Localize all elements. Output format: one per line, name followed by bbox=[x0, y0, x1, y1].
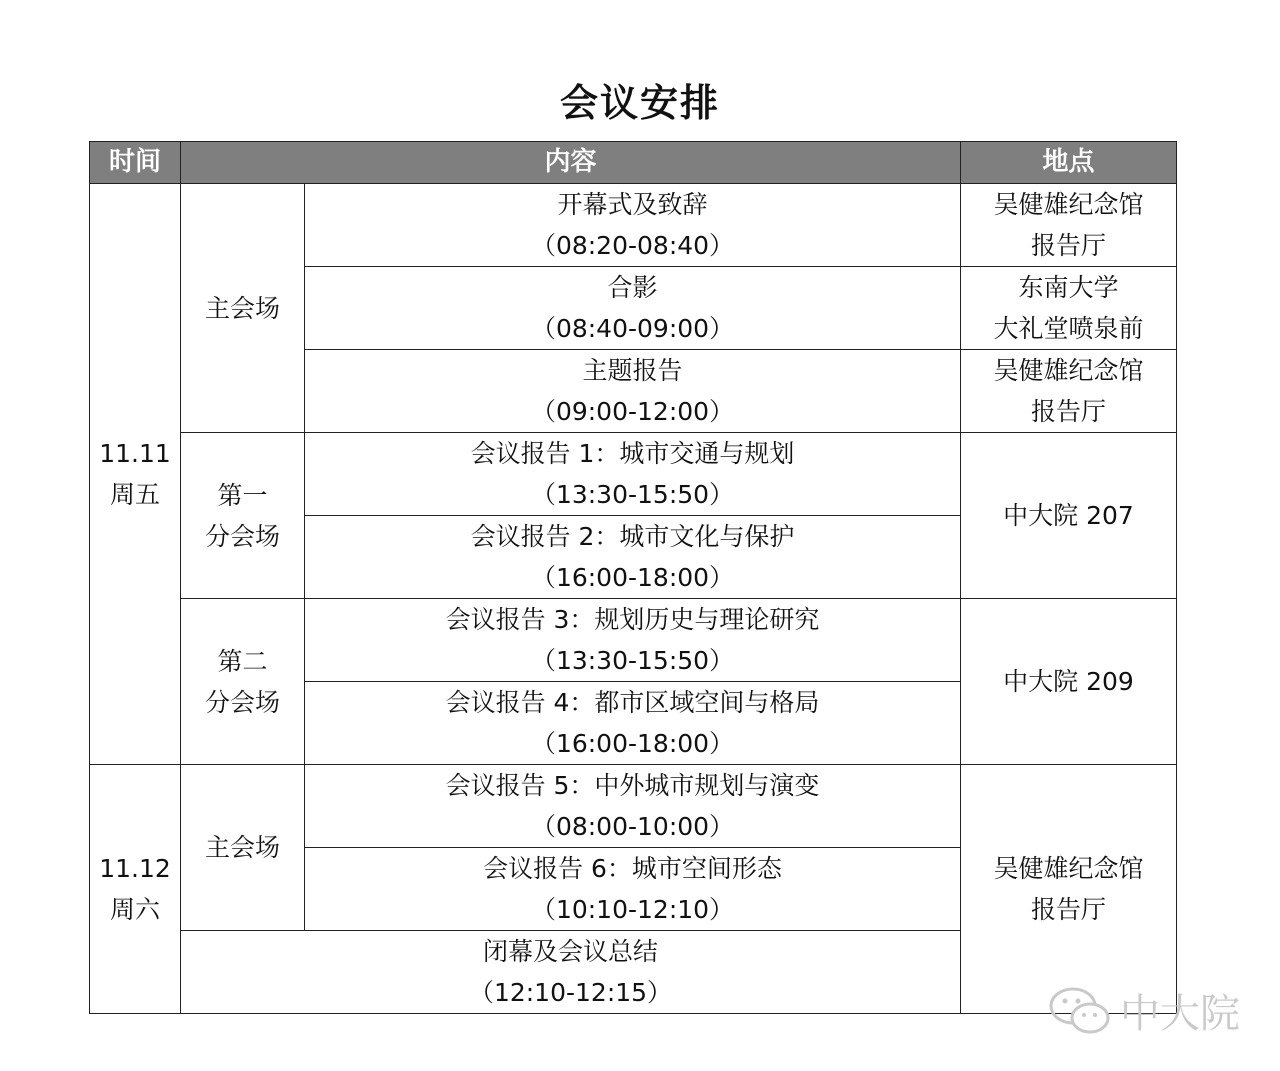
place-cell bbox=[961, 765, 1177, 1014]
table-row bbox=[90, 184, 1177, 267]
session-cell bbox=[305, 848, 961, 931]
place-text: 报告厅 bbox=[1031, 895, 1107, 924]
date-text: 11.11 bbox=[99, 439, 171, 468]
session-cell bbox=[305, 765, 961, 848]
venue-cell bbox=[181, 433, 305, 599]
place-text: 吴健雄纪念馆 bbox=[993, 190, 1144, 219]
session-title: 开幕式及致辞 bbox=[557, 190, 708, 219]
session-time: （08:40-09:00） bbox=[530, 314, 735, 343]
session-cell bbox=[305, 516, 961, 599]
date-cell bbox=[90, 184, 181, 765]
session-title: 合影 bbox=[607, 273, 658, 302]
session-cell bbox=[305, 433, 961, 516]
watermark bbox=[1048, 982, 1240, 1039]
table-row bbox=[90, 599, 1177, 682]
place-cell bbox=[961, 433, 1177, 599]
schedule-table bbox=[89, 141, 1177, 1014]
session-title: 会议报告 2：城市文化与保护 bbox=[470, 522, 795, 551]
header-time: 时间 bbox=[90, 142, 181, 184]
session-time: （12:10-12:15） bbox=[468, 978, 673, 1007]
place-text: 报告厅 bbox=[1031, 397, 1107, 426]
session-title: 会议报告 5：中外城市规划与演变 bbox=[445, 771, 820, 800]
venue-text: 第二 bbox=[217, 646, 268, 676]
weekday-text: 周五 bbox=[109, 480, 160, 509]
session-time: （16:00-18:00） bbox=[530, 563, 735, 592]
place-text: 报告厅 bbox=[1031, 231, 1107, 260]
date-text: 11.12 bbox=[99, 854, 171, 883]
page-title: 会议安排 bbox=[559, 81, 720, 125]
session-time: （08:20-08:40） bbox=[530, 231, 735, 260]
session-cell bbox=[305, 267, 961, 350]
session-time: （13:30-15:50） bbox=[530, 480, 735, 509]
place-cell bbox=[961, 599, 1177, 765]
session-time: （10:10-12:10） bbox=[530, 895, 735, 924]
session-cell bbox=[305, 682, 961, 765]
session-time: （16:00-18:00） bbox=[530, 729, 735, 758]
venue-text: 主会场 bbox=[204, 833, 280, 862]
venue-cell bbox=[181, 765, 305, 931]
venue-cell bbox=[181, 184, 305, 433]
session-title: 会议报告 4：都市区域空间与格局 bbox=[445, 688, 820, 717]
session-title: 会议报告 6：城市空间形态 bbox=[483, 854, 782, 883]
session-title: 会议报告 3：规划历史与理论研究 bbox=[445, 605, 820, 634]
venue-text: 主会场 bbox=[204, 293, 280, 323]
venue-text: 第一 bbox=[217, 480, 268, 510]
place-text: 东南大学 bbox=[1018, 273, 1119, 302]
session-title: 闭幕及会议总结 bbox=[483, 937, 659, 966]
place-text: 大礼堂喷泉前 bbox=[993, 314, 1144, 343]
place-text: 吴健雄纪念馆 bbox=[993, 356, 1144, 385]
venue-text: 分会场 bbox=[204, 687, 280, 717]
header-row bbox=[90, 142, 1177, 184]
watermark-text: 中大院 bbox=[1120, 991, 1240, 1037]
place-text: 中大院 207 bbox=[1003, 501, 1134, 530]
session-cell bbox=[305, 184, 961, 267]
wechat-icon bbox=[1048, 985, 1112, 1037]
place-cell bbox=[961, 184, 1177, 267]
place-cell bbox=[961, 350, 1177, 433]
session-time: （08:00-10:00） bbox=[530, 812, 735, 841]
session-title: 会议报告 1：城市交通与规划 bbox=[470, 439, 795, 468]
session-cell bbox=[305, 599, 961, 682]
venue-cell bbox=[181, 599, 305, 765]
header-place: 地点 bbox=[961, 142, 1177, 184]
session-time: （09:00-12:00） bbox=[530, 397, 735, 426]
session-cell bbox=[305, 350, 961, 433]
table-row bbox=[90, 433, 1177, 516]
venue-text: 分会场 bbox=[204, 521, 280, 551]
table-row bbox=[90, 765, 1177, 848]
session-title: 主题报告 bbox=[582, 356, 683, 385]
date-cell bbox=[90, 765, 181, 1014]
session-cell bbox=[181, 931, 961, 1014]
place-text: 中大院 209 bbox=[1003, 667, 1134, 696]
session-time: （13:30-15:50） bbox=[530, 646, 735, 675]
weekday-text: 周六 bbox=[109, 895, 160, 924]
header-content: 内容 bbox=[181, 142, 961, 184]
place-text: 吴健雄纪念馆 bbox=[993, 854, 1144, 883]
place-cell bbox=[961, 267, 1177, 350]
